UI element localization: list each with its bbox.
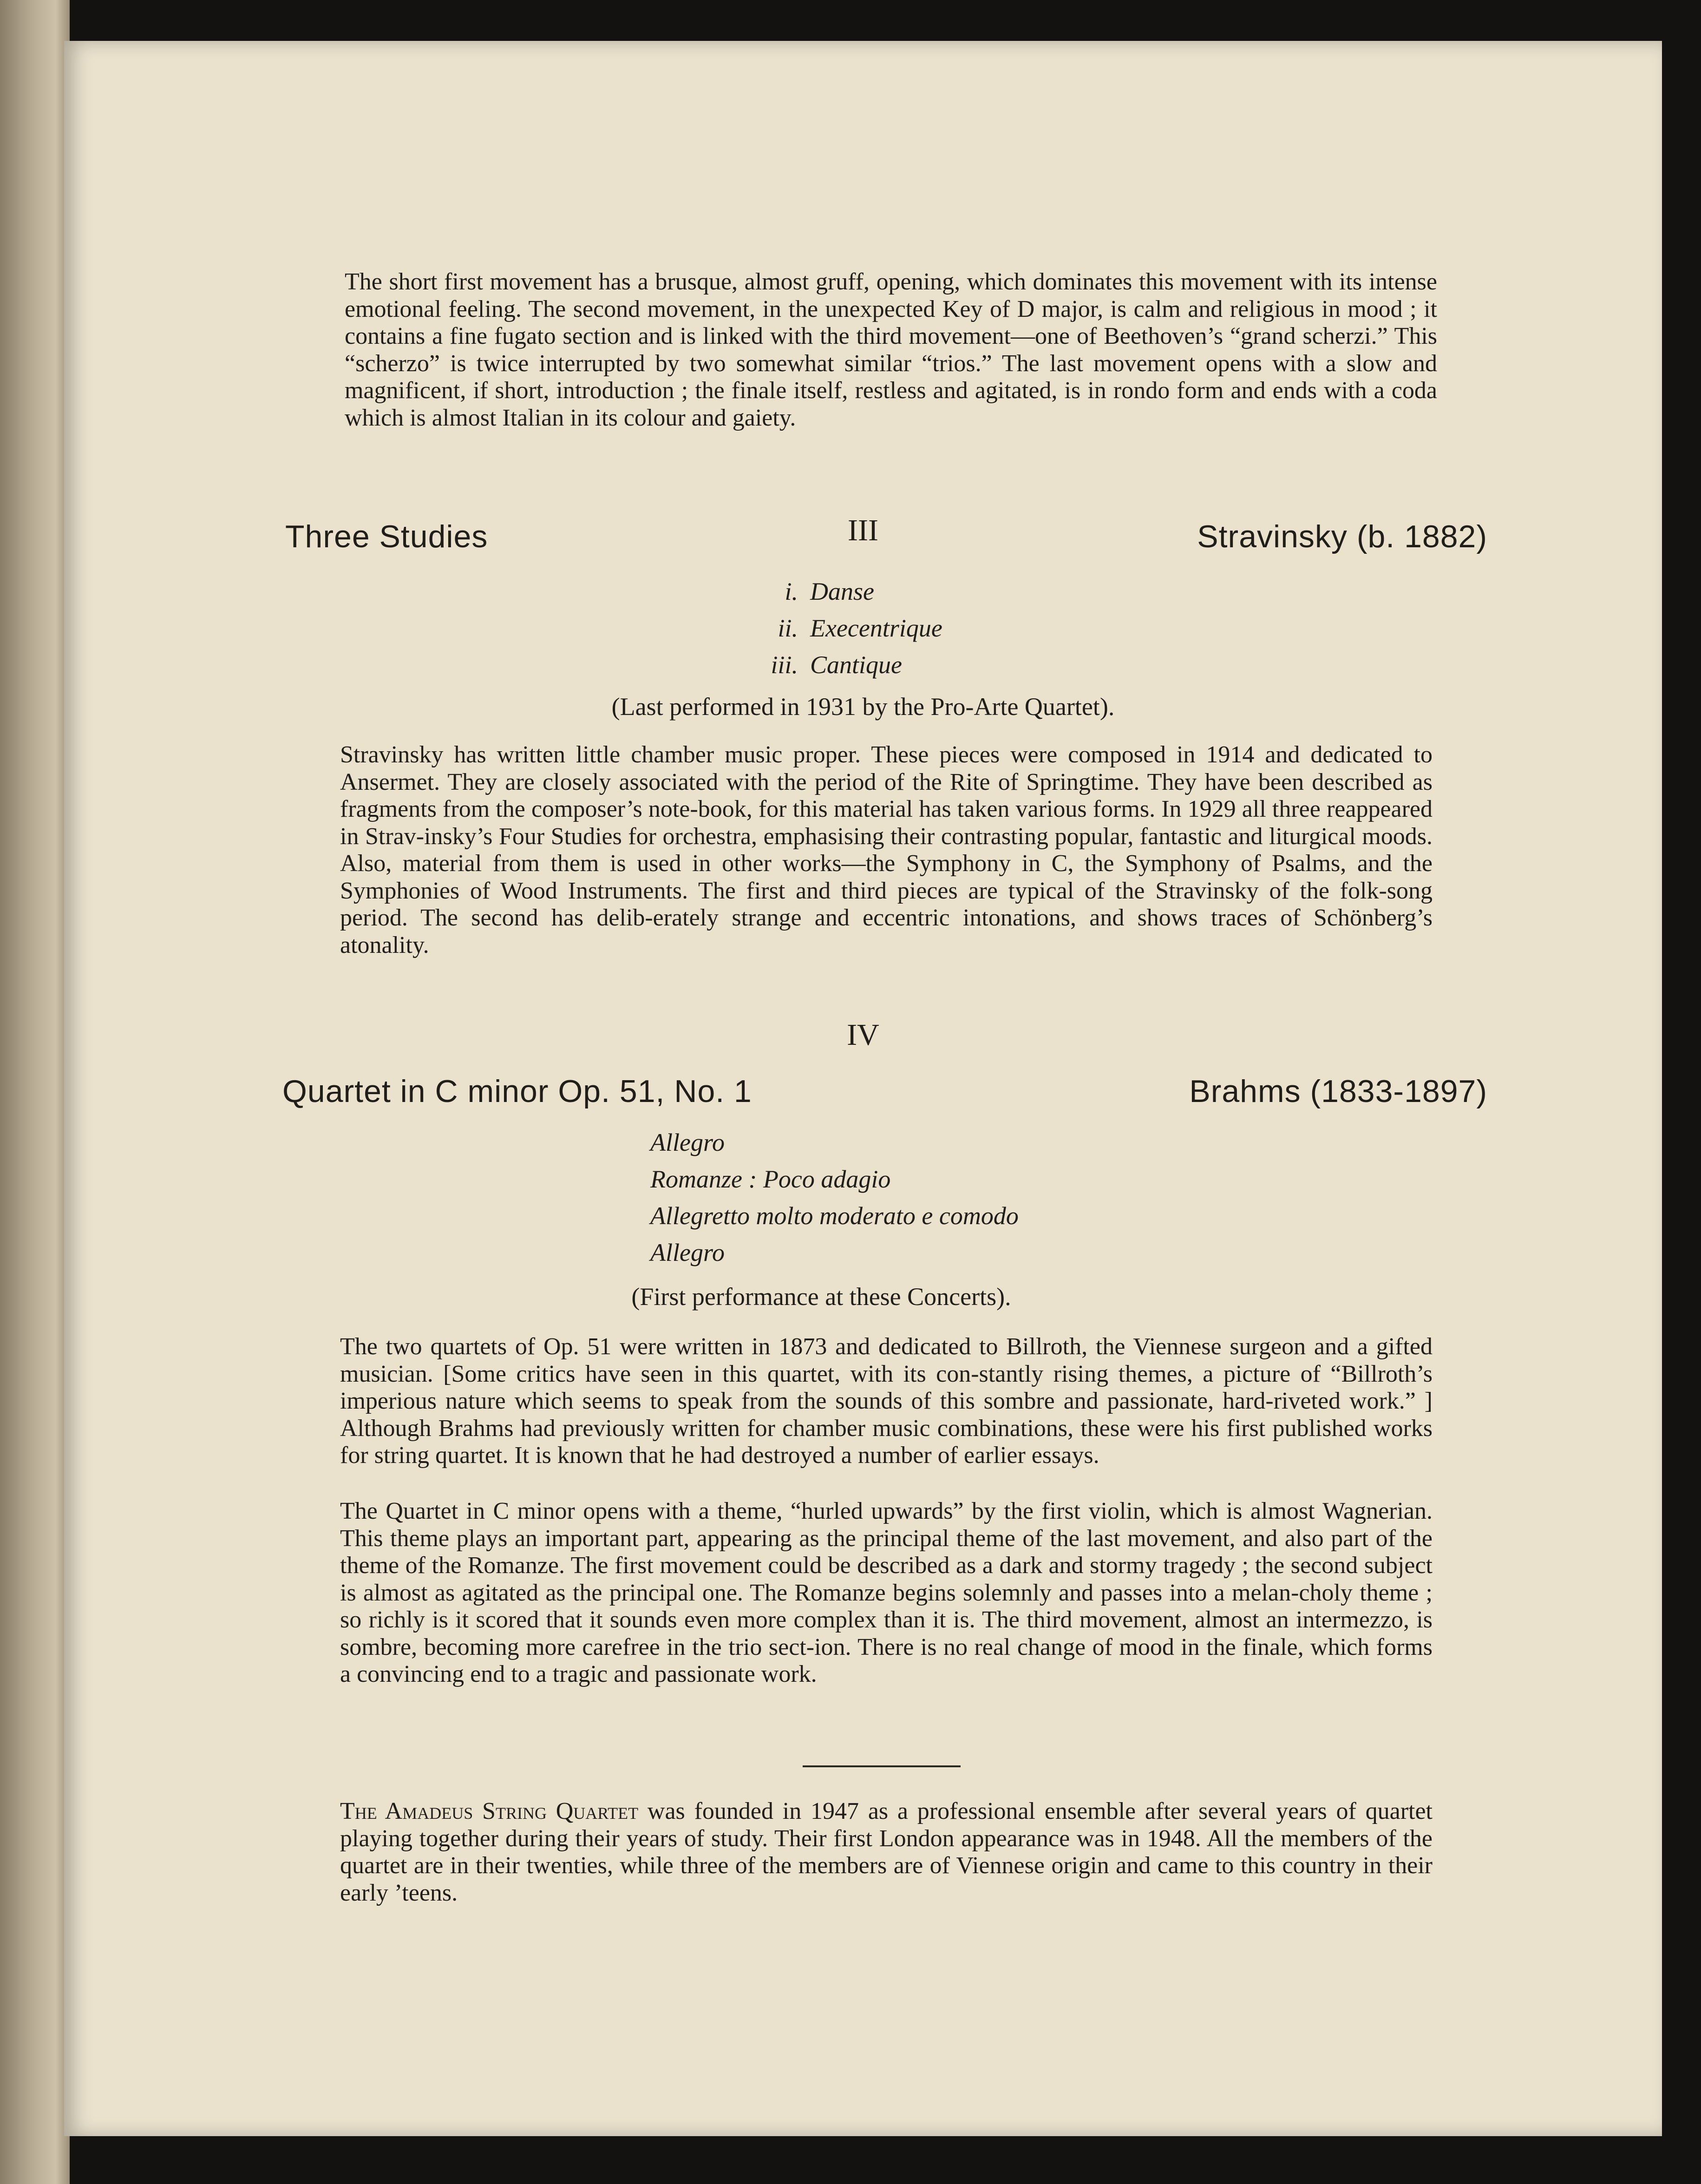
movement-item: Romanze : Poco adagio	[650, 1165, 891, 1193]
section-number-iv: IV	[847, 1018, 879, 1052]
paragraph-brahms-background: The two quartets of Op. 51 were written in 1873 and dedicated to Billroth, the Viennese surgeon and a gifted musician. [Some critics have seen in this quartet, with its con-stantly rising themes, a picture of “Billroth’s imperious nature which seems to speak from the sounds of this sombre and passionate, hard-riveted work.” ] Although Brahms had previously written for chamber music combinations, these were his first published works for string quartet. It is known that he had destroyed a number of earlier essays.	[340, 1333, 1433, 1469]
movement-list-quartet-c-minor	[650, 1124, 1019, 1271]
ensemble-bio: was founded in 1947 as a professional ensemble after several years of quartet playing together during their years of study. Their first London appearance was in 1948. All the members of the quartet are in their twenties, while three of the members are of Viennese origin and came to this country in their early ’teens.	[340, 1798, 1433, 1906]
book-spine	[0, 0, 70, 2184]
movement-item: Allegro	[650, 1128, 725, 1156]
performance-note-stravinsky: (Last performed in 1931 by the Pro-Arte Quartet).	[611, 693, 1115, 721]
composer-stravinsky: Stravinsky (b. 1882)	[1197, 519, 1487, 554]
paragraph-brahms-analysis: The Quartet in C minor opens with a theme, “hurled upwards” by the first violin, which is almost Wagnerian. This theme plays an important part, appearing as the principal theme of the last movement, and also part of the theme of the Romanze. The first movement could be described as a dark and stormy tragedy ; the second subject is almost as agitated as the principal one. The Romanze begins solemnly and passes into a melan-choly theme ; so richly is it scored that it sounds even more complex than it is. The third movement, almost an intermezzo, is sombre, becoming more carefree in the trio sect-ion. There is no real change of mood in the finale, which forms a convincing end to a tragic and passionate work.	[340, 1498, 1433, 1687]
composer-brahms: Brahms (1833-1897)	[1189, 1074, 1487, 1109]
movement-item: iii. Cantique	[771, 651, 902, 679]
movement-item: Allegretto molto moderato e comodo	[650, 1202, 1019, 1230]
movement-item: i. Danse	[785, 577, 874, 605]
paragraph-amadeus-quartet	[340, 1798, 1433, 1907]
work-title-quartet-c-minor: Quartet in C minor Op. 51, No. 1	[282, 1074, 752, 1109]
movement-item: Allegro	[650, 1239, 725, 1266]
paragraph-beethoven-description: The short first movement has a brusque, almost gruff, opening, which dominates this movement with its intense emotional feeling. The second movement, in the unexpected Key of D major, is calm and religious in mood ; it contains a fine fugato section and is linked with the third movement—one of Beethoven’s “grand scherzi.” This “scherzo” is twice interrupted by two somewhat similar “trios.” The last movement opens with a slow and magnificent, if short, introduction ; the finale itself, restless and agitated, is in rondo form and ends with a coda which is almost Italian in its colour and gaiety.	[345, 269, 1437, 431]
program-page	[64, 41, 1662, 2136]
paragraph-stravinsky-description: Stravinsky has written little chamber music proper. These pieces were composed in 1914 and dedicated to Ansermet. They are closely associated with the period of the Rite of Springtime. They have been described as fragments from the composer’s note-book, for this material has taken various forms. In 1929 all three reappeared in Strav-insky’s Four Studies for orchestra, emphasising their contrasting popular, fantastic and liturgical moods. Also, material from them is used in other works—the Symphony in C, the Symphony of Psalms, and the Symphonies of Wood Instruments. The first and third pieces are typical of the Stravinsky of the folk-song period. The second has delib-erately strange and eccentric intonations, and shows traces of Schönberg’s atonality.	[340, 741, 1433, 958]
section-number-iii: III	[848, 513, 878, 547]
ensemble-name: The Amadeus String Quartet	[340, 1798, 639, 1824]
work-title-three-studies: Three Studies	[285, 519, 488, 554]
performance-note-brahms: (First performance at these Concerts).	[631, 1283, 1011, 1311]
movement-list-three-studies	[738, 573, 942, 683]
section-divider	[803, 1765, 961, 1767]
movement-item: ii. Execentrique	[778, 614, 942, 642]
